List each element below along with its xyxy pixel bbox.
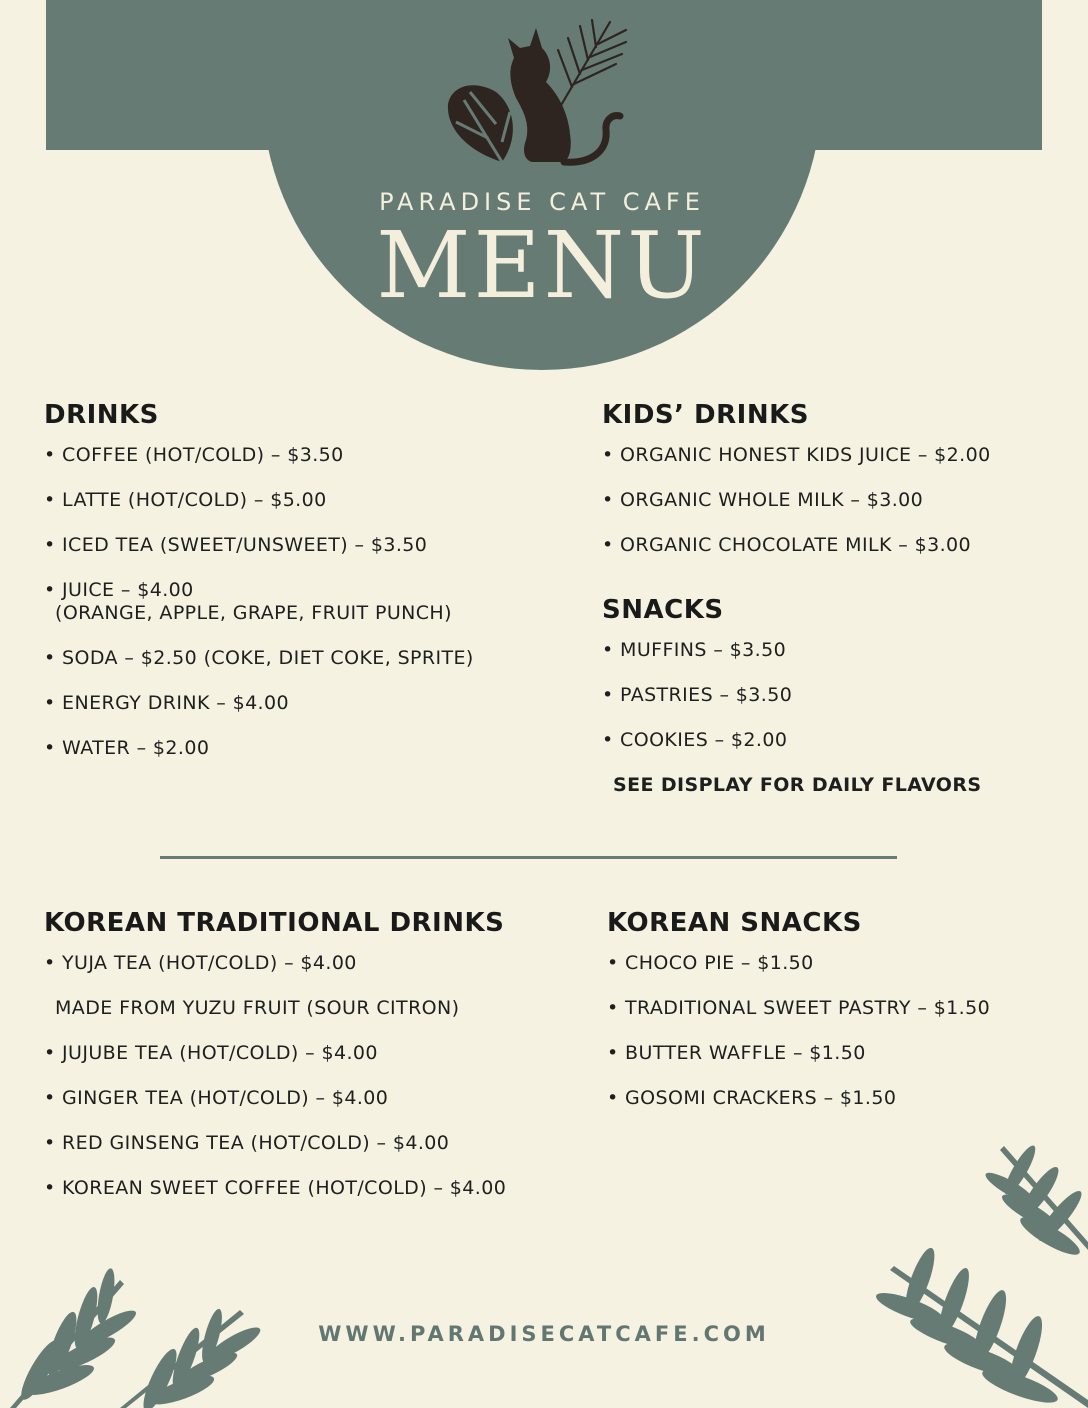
list-item: • JUJUBE TEA (HOT/COLD) – $4.00 bbox=[44, 1042, 378, 1064]
cat-with-leaves-icon bbox=[440, 12, 640, 172]
list-item: • COOKIES – $2.00 bbox=[602, 729, 788, 751]
list-item: • MUFFINS – $3.50 bbox=[602, 639, 787, 661]
korean-snacks-section bbox=[607, 908, 990, 1132]
kids-drinks-section bbox=[602, 400, 991, 579]
list-item: • ENERGY DRINK – $4.00 bbox=[44, 692, 289, 714]
list-item: • PASTRIES – $3.50 bbox=[602, 684, 793, 706]
list-item: • COFFEE (HOT/COLD) – $3.50 bbox=[44, 444, 344, 466]
cafe-name: PARADISE CAT CAFE bbox=[379, 188, 705, 216]
list-item: • GINGER TEA (HOT/COLD) – $4.00 bbox=[44, 1087, 389, 1109]
list-item: • BUTTER WAFFLE – $1.50 bbox=[607, 1042, 866, 1064]
list-item: • YUJA TEA (HOT/COLD) – $4.00 bbox=[44, 952, 357, 974]
snacks-note: SEE DISPLAY FOR DAILY FLAVORS bbox=[613, 774, 982, 796]
fern-leaf-icon bbox=[850, 1130, 1088, 1408]
section-heading-drinks: DRINKS bbox=[44, 400, 159, 430]
kids-drinks-list bbox=[602, 444, 991, 557]
website-link[interactable]: WWW.PARADISECATCAFE.COM bbox=[318, 1322, 770, 1346]
list-item-juice-label: • JUICE – $4.00 bbox=[44, 579, 194, 601]
list-item: • SODA – $2.50 (COKE, DIET COKE, SPRITE) bbox=[44, 647, 474, 669]
section-divider bbox=[160, 856, 897, 859]
list-item: • CHOCO PIE – $1.50 bbox=[607, 952, 814, 974]
snacks-section bbox=[602, 595, 981, 819]
list-item-juice bbox=[44, 579, 474, 625]
list-item: • ICED TEA (SWEET/UNSWEET) – $3.50 bbox=[44, 534, 428, 556]
list-item: • LATTE (HOT/COLD) – $5.00 bbox=[44, 489, 327, 511]
drinks-section bbox=[44, 400, 474, 782]
list-item: • ORGANIC WHOLE MILK – $3.00 bbox=[602, 489, 924, 511]
list-item: • RED GINSENG TEA (HOT/COLD) – $4.00 bbox=[44, 1132, 450, 1154]
list-item: • ORGANIC CHOCOLATE MILK – $3.00 bbox=[602, 534, 971, 556]
korean-snacks-list bbox=[607, 952, 990, 1110]
yuja-note: MADE FROM YUZU FRUIT (SOUR CITRON) bbox=[55, 997, 460, 1019]
section-heading-korean-drinks: KOREAN TRADITIONAL DRINKS bbox=[44, 908, 505, 938]
list-item: • WATER – $2.00 bbox=[44, 737, 210, 759]
section-heading-snacks: SNACKS bbox=[602, 595, 724, 625]
korean-drinks-list bbox=[44, 952, 506, 1200]
list-item: • KOREAN SWEET COFFEE (HOT/COLD) – $4.00 bbox=[44, 1177, 507, 1199]
drinks-list bbox=[44, 444, 474, 760]
section-heading-kids-drinks: KIDS’ DRINKS bbox=[602, 400, 809, 430]
list-item: • ORGANIC HONEST KIDS JUICE – $2.00 bbox=[602, 444, 991, 466]
snacks-list bbox=[602, 639, 981, 797]
menu-title: MENU bbox=[376, 212, 708, 319]
korean-drinks-section bbox=[44, 908, 506, 1222]
list-item: • GOSOMI CRACKERS – $1.50 bbox=[607, 1087, 897, 1109]
section-heading-korean-snacks: KOREAN SNACKS bbox=[607, 908, 862, 938]
juice-detail: (ORANGE, APPLE, GRAPE, FRUIT PUNCH) bbox=[55, 602, 452, 624]
list-item: • TRADITIONAL SWEET PASTRY – $1.50 bbox=[607, 997, 991, 1019]
